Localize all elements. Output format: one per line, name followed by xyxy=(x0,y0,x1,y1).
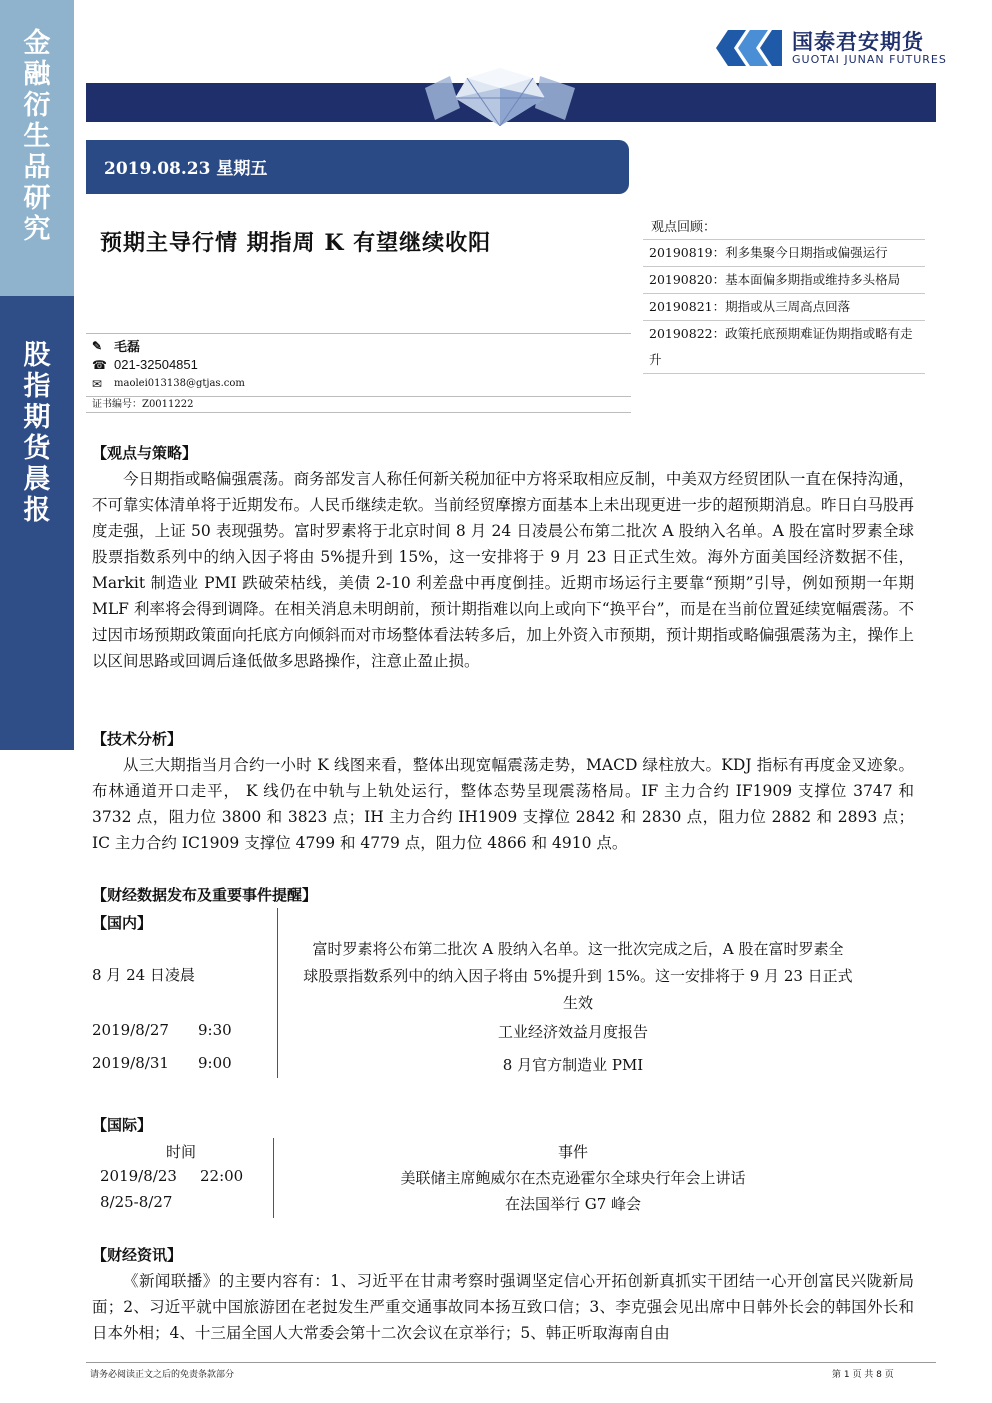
review-heading: 观点回顾： xyxy=(651,220,717,235)
section-news-title: 【财经资讯】 xyxy=(92,1246,183,1264)
domestic-date: 8 月 24 日凌晨 xyxy=(92,966,195,984)
section-tech-title: 【技术分析】 xyxy=(92,730,183,748)
domestic-date: 2019/8/31 xyxy=(92,1054,169,1072)
author-phone: 021-32504851 xyxy=(114,357,198,372)
news-paragraph: 《新闻联播》的主要内容有：1、习近平在甘肃考察时强调坚定信心开拓创新真抓实干团结一心开创富民兴陇新局面；2、习近平就中国旅游团在老挝发生严重交通事故同本扬互致口信；3、李克强会见出席中日韩外长会的韩国外长和日本外相；4、十三届全国人大常委会第十二次会议在京举行；5、韩正听取海南自由 xyxy=(92,1272,914,1342)
intl-date: 8/25-8/27 xyxy=(100,1193,173,1211)
domestic-date: 2019/8/27 xyxy=(92,1021,169,1039)
intl-event: 在法国举行 G7 峰会 xyxy=(504,1195,642,1213)
sidebar-top-label: 金 融 衍 生 品 研 究 xyxy=(23,28,51,245)
date-bar xyxy=(86,140,629,194)
section-intl-title: 【国际】 xyxy=(92,1116,153,1134)
logo-mark-icon xyxy=(716,26,782,70)
review-item: 20190822：政策托底预期难证伪期指或略有走升 xyxy=(643,320,925,374)
table-divider xyxy=(277,908,278,1078)
intl-date: 2019/8/23 xyxy=(100,1167,177,1185)
domestic-event: 工业经济效益月度报告 xyxy=(497,1023,648,1041)
review-item: 20190820：基本面偏多期指或维持多头格局 xyxy=(643,266,925,293)
intl-col-time: 时间 xyxy=(166,1143,197,1161)
author-block xyxy=(92,336,245,412)
section-strategy-title: 【观点与策略】 xyxy=(92,444,198,462)
sidebar xyxy=(0,0,74,1403)
review-item: 20190819：利多集聚今日期指或偏强运行 xyxy=(643,239,925,266)
phone-icon: ☎ xyxy=(92,357,107,372)
author-name: 毛磊 xyxy=(114,340,141,355)
logo-en-text: GUOTAI JUNAN FUTURES xyxy=(792,53,947,66)
domestic-time: 9:00 xyxy=(198,1054,232,1072)
divider xyxy=(86,333,631,334)
tech-paragraph: 从三大期指当月合约一小时 K 线图来看，整体出现宽幅震荡走势，MACD 绿柱放大。KDJ 指标有再度金叉迹象。布林通道开口走平， K 线仍在中轨与上轨处运行，整体态势呈现震荡格局。IF 主力合约 IF1909 支撑位 3747 和 3732 点，阻力位 3800 和 3823 点；IH 主力合约 IH1909 支撑位 2842 和 2830 点，阻力位 2882 和 2893 点；IC 主力合约 IC1909 支撑位 4799 和 4779 点，阻力位 4866 和 4910 点。 xyxy=(92,756,914,852)
diamond-icon xyxy=(415,48,585,126)
footer-divider xyxy=(86,1362,936,1363)
footer-disclaimer: 请务必阅读正文之后的免责条款部分 xyxy=(90,1370,235,1380)
sidebar-mid-label: 股 指 期 货 晨 报 xyxy=(23,340,51,526)
company-logo xyxy=(716,26,947,70)
domestic-time: 9:30 xyxy=(198,1021,232,1039)
intl-event: 美联储主席鲍威尔在杰克逊霍尔全球央行年会上讲话 xyxy=(400,1169,746,1187)
table-divider xyxy=(273,1138,274,1218)
author-cert: 证书编号：Z0011222 xyxy=(92,399,194,410)
review-box xyxy=(643,212,925,374)
email-icon: ✉ xyxy=(92,376,103,391)
author-email: maolei013138@gtjas.com xyxy=(114,378,245,389)
page-number: 第 1 页 共 8 页 xyxy=(832,1370,894,1380)
logo-cn-text: 国泰君安期货 xyxy=(792,30,924,54)
domestic-event: 8 月官方制造业 PMI xyxy=(502,1056,644,1074)
section-events-title: 【财经数据发布及重要事件提醒】 xyxy=(92,886,318,904)
divider xyxy=(86,396,631,397)
strategy-paragraph: 今日期指或略偏强震荡。商务部发言人称任何新关税加征中方将采取相应反制，中美双方经贸团队一直在保持沟通，不可靠实体清单将于近期发布。人民币继续走软。当前经贸摩擦方面基本上未出现更进一步的超预期消息。昨日白马股再度走强，上证 50 表现强势。富时罗素将于北京时间 8 月 24 日凌晨公布第二批次 A 股纳入名单。A 股在富时罗素全球股票指数系列中的纳入因子将由 5%提升到 15%，这一安排将于 9 月 23 日正式生效。海外方面美国经济数据不佳，Markit 制造业 PMI 跌破荣枯线，美债 2-10 利差盘中再度倒挂。近期市场运行主要靠“预期”引导，例如预期一年期 MLF 利率将会得到调降。在相关消息未明朗前，预计期指难以向上或向下“换平台”，而是在当前位置延续宽幅震荡。不过因市场预期政策面向托底方向倾斜而对市场整体看法转多后，加上外资入市预期，预计期指或略偏强震荡为主，操作上以区间思路或回调后逢低做多思路操作，注意止盈止损。 xyxy=(92,470,914,670)
review-item: 20190821：期指或从三周高点回落 xyxy=(643,293,925,320)
domestic-event: 富时罗素将公布第二批次 A 股纳入名单。这一批次完成之后，A 股在富时罗素全 球股票指数系列中的纳入因子将由 5%提升到 15%。这一安排将于 9 月 23 日正式 生效 xyxy=(303,940,853,1012)
report-date: 2019.08.23 星期五 xyxy=(104,159,268,179)
intl-col-event: 事件 xyxy=(557,1143,588,1161)
divider xyxy=(86,412,631,413)
pen-icon: ✎ xyxy=(92,338,103,353)
intl-time: 22:00 xyxy=(200,1167,244,1185)
page-title: 预期主导行情 期指周 K 有望继续收阳 xyxy=(100,230,492,256)
section-domestic-title: 【国内】 xyxy=(92,914,153,932)
